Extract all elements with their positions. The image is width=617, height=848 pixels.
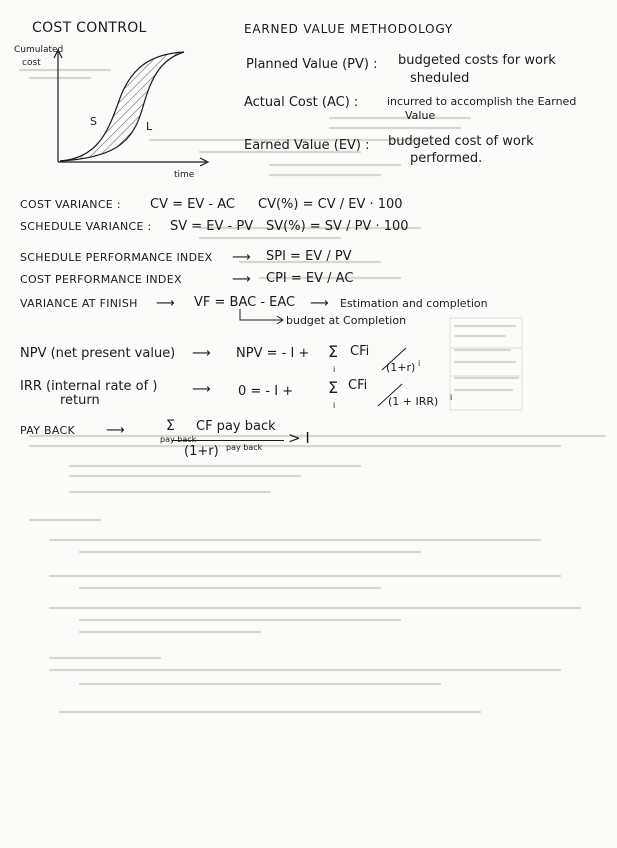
irr-sum-index: i bbox=[333, 401, 336, 410]
npv-sum-index: i bbox=[333, 365, 336, 374]
pv-definition-2: sheduled bbox=[410, 71, 470, 86]
spi-formula: SPI = EV / PV bbox=[266, 249, 352, 264]
irr-arrow: ⟶ bbox=[192, 382, 211, 397]
payback-sum-index: pay back bbox=[160, 435, 197, 444]
chart-label-l: L bbox=[146, 120, 153, 133]
payback-numerator: CF pay back bbox=[196, 419, 276, 434]
vf-label: VARIANCE AT FINISH bbox=[20, 297, 138, 310]
irr-label-2: return bbox=[60, 393, 100, 408]
cpi-label: COST PERFORMANCE INDEX bbox=[20, 273, 182, 286]
cpi-arrow: ⟶ bbox=[232, 272, 251, 287]
chart-xlabel: time bbox=[174, 170, 195, 180]
irr-formula-lhs: 0 = - I + bbox=[238, 384, 294, 399]
sv-label: SCHEDULE VARIANCE : bbox=[20, 220, 152, 233]
cpi-formula: CPI = EV / AC bbox=[266, 271, 354, 286]
payback-denominator: (1+r) bbox=[184, 444, 219, 459]
hatched-area bbox=[60, 52, 184, 161]
heading-cost-control: COST CONTROL bbox=[32, 20, 147, 36]
spi-arrow: ⟶ bbox=[232, 250, 251, 265]
chart-label-s: S bbox=[90, 115, 97, 128]
spi-label: SCHEDULE PERFORMANCE INDEX bbox=[20, 251, 213, 264]
pv-definition-1: budgeted costs for work bbox=[398, 53, 556, 68]
ev-term: Earned Value (EV) : bbox=[244, 138, 370, 153]
vf-arrow: ⟶ bbox=[156, 296, 175, 311]
npv-exponent: i bbox=[418, 359, 421, 368]
vf-note: Estimation and completion bbox=[340, 297, 488, 310]
npv-label: NPV (net present value) bbox=[20, 346, 176, 361]
s-curve-chart bbox=[20, 40, 210, 180]
cv-formula: CV = EV - AC bbox=[150, 197, 235, 212]
npv-denominator: (1+r) bbox=[386, 361, 416, 374]
cv-percent-formula: CV(%) = CV / EV · 100 bbox=[258, 197, 403, 212]
npv-arrow: ⟶ bbox=[192, 346, 211, 361]
sv-formula: SV = EV - PV bbox=[170, 219, 254, 234]
payback-comparison: > I bbox=[288, 429, 310, 447]
irr-label-1: IRR (internal rate of ) bbox=[20, 379, 158, 394]
vf-formula: VF = BAC - EAC bbox=[194, 295, 296, 310]
payback-label: PAY BACK bbox=[20, 424, 75, 437]
irr-denominator: (1 + IRR) bbox=[388, 395, 439, 408]
payback-arrow: ⟶ bbox=[106, 423, 125, 438]
ev-definition-1: budgeted cost of work bbox=[388, 134, 534, 149]
vf-arrow-2: ⟶ bbox=[310, 296, 329, 311]
sv-percent-formula: SV(%) = SV / PV · 100 bbox=[266, 219, 409, 234]
pv-term: Planned Value (PV) : bbox=[246, 57, 378, 72]
cv-label: COST VARIANCE : bbox=[20, 198, 121, 211]
chart-ylabel-1: Cumulated bbox=[14, 45, 64, 55]
payback-exponent: pay back bbox=[226, 443, 263, 452]
npv-numerator: CFi bbox=[350, 344, 370, 359]
bac-note: budget at Completion bbox=[286, 314, 407, 327]
irr-sum-symbol: Σ bbox=[328, 378, 339, 397]
bac-hook-arrow bbox=[236, 309, 286, 325]
irr-exponent: i bbox=[450, 393, 453, 402]
irr-numerator: CFi bbox=[348, 378, 368, 393]
heading-earned-value: EARNED VALUE METHODOLOGY bbox=[244, 22, 454, 36]
ac-definition-2: Value bbox=[405, 109, 436, 122]
chart-ylabel-2: cost bbox=[22, 58, 41, 68]
ac-definition-1: incurred to accomplish the Earned bbox=[387, 95, 577, 108]
ev-definition-2: performed. bbox=[410, 151, 483, 166]
npv-sum-symbol: Σ bbox=[328, 342, 339, 361]
ac-term: Actual Cost (AC) : bbox=[244, 95, 359, 110]
npv-formula-lhs: NPV = - I + bbox=[236, 346, 310, 361]
payback-sum-symbol: Σ bbox=[166, 418, 175, 434]
